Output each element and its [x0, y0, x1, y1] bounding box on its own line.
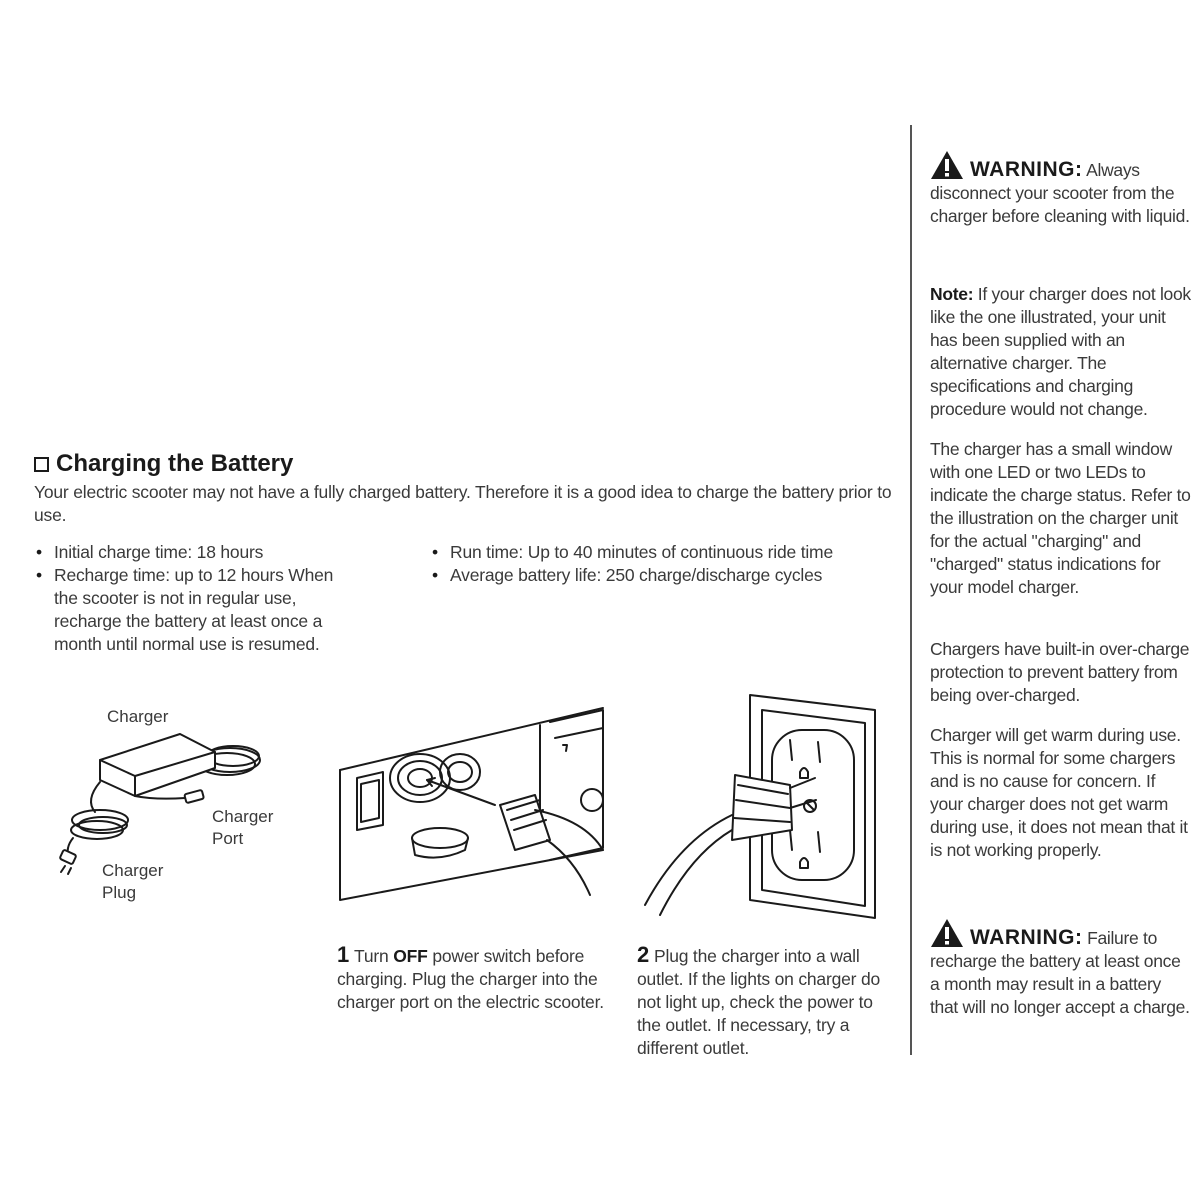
section-intro: Your electric scooter may not have a fully charged battery. Therefore it is a good idea to charge the battery prior to use. [34, 482, 892, 525]
list-item: • Initial charge time: 18 hours [34, 541, 344, 564]
list-item: • Run time: Up to 40 minutes of continuous ride time [430, 541, 890, 564]
charger-illustration [55, 720, 285, 890]
list-item: • Recharge time: up to 12 hours When the scooter is not in regular use, recharge the battery at least once a month until normal use is resumed. [34, 564, 344, 656]
section-title-text: Charging the Battery [56, 450, 294, 477]
warning-triangle-icon [930, 918, 964, 948]
step-1-text-bold: OFF [393, 946, 428, 966]
charger-label: Charger [107, 707, 169, 726]
warning-triangle-icon [930, 150, 964, 180]
warning-block-2 [930, 918, 1192, 1019]
specs-right-list [430, 541, 890, 587]
note-label: Note: [930, 284, 974, 304]
step-1-text-post: power switch before charging. Plug the charger into the charger port on the electric scooter. [337, 946, 604, 1012]
warning-block-1 [930, 150, 1192, 228]
wall-outlet-illustration [640, 690, 890, 920]
step-1 [337, 943, 612, 1014]
section-title [34, 450, 293, 478]
step-2-number: 2 [637, 942, 650, 967]
sidebar-paragraph-3: Charger will get warm during use. This is normal for some chargers and is no cause for concern. If your charger does not get warm during use, it does not mean that it is not working properly. [930, 725, 1188, 860]
warning-2-text: Failure to recharge the battery at least once a month may result in a battery that will no longer accept a charge. [930, 928, 1190, 1017]
step-2-text: Plug the charger into a wall outlet. If the lights on charger do not light up, check the power to the outlet. If necessary, try a different outlet. [637, 946, 881, 1058]
warning-2-label: WARNING: [970, 926, 1083, 949]
sidebar-paragraph-1: The charger has a small window with one LED or two LEDs to indicate the charge status. Refer to the illustration on the charger unit for the actual "charging" and "charged" status indications for your model charger. [930, 439, 1191, 597]
sidebar-paragraph-2: Chargers have built-in over-charge protection to prevent battery from being over-charged. [930, 639, 1190, 705]
charger-plug-label: Charger Plug [102, 861, 164, 902]
specs-left-list [34, 541, 344, 656]
step-2 [637, 943, 899, 1060]
note-text: If your charger does not look like the one illustrated, your unit has been supplied with an alternative charger. The specifications and charging procedure would not change. [930, 284, 1191, 419]
list-item: • Average battery life: 250 charge/discharge cycles [430, 564, 890, 587]
scooter-port-illustration [335, 700, 610, 905]
warning-1-text: Always disconnect your scooter from the charger before cleaning with liquid. [930, 160, 1190, 226]
checkbox-icon [34, 457, 49, 472]
warning-1-label: WARNING: [970, 158, 1083, 181]
step-1-text-pre: Turn [354, 946, 394, 966]
sidebar-divider [910, 125, 912, 1055]
note-block [930, 283, 1192, 421]
step-1-number: 1 [337, 942, 350, 967]
charger-port-label: Charger Port [212, 807, 274, 848]
